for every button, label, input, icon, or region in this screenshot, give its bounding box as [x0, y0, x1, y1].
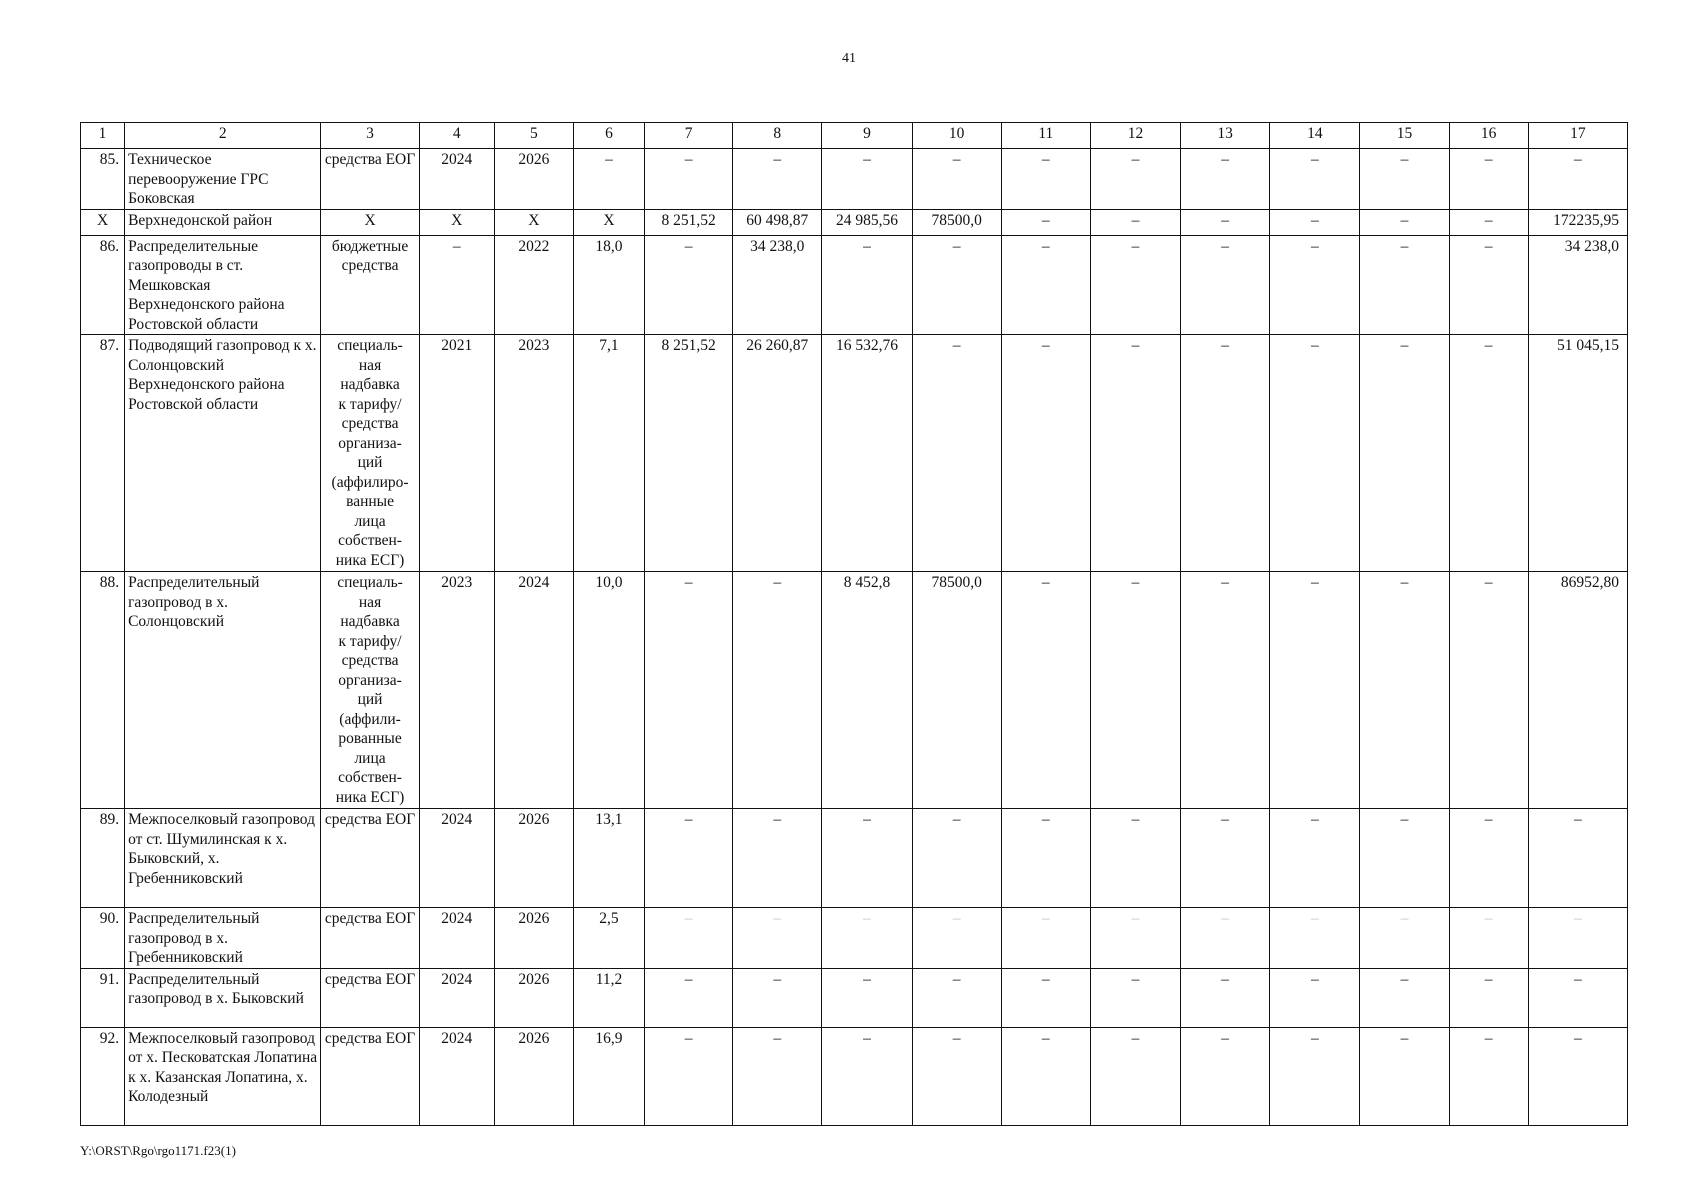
end-year: 2023 [494, 335, 573, 572]
column-number: 11 [1001, 123, 1090, 149]
start-year: 2024 [419, 809, 494, 908]
row-index: 88. [81, 572, 125, 809]
cell-value: 8 251,52 [645, 209, 733, 235]
cell-value: – [1001, 908, 1090, 969]
cell-value: – [1181, 335, 1270, 572]
cell-value: – [1181, 572, 1270, 809]
cell-value: – [645, 908, 733, 969]
column-number: 15 [1360, 123, 1449, 149]
cell-value: 78500,0 [912, 209, 1001, 235]
object-name: Межпоселковый газопровод от ст. Шумилинская к х. Быковский, х. Гребенниковский [125, 809, 321, 908]
investment-program-table [80, 122, 1628, 1126]
table-row [81, 809, 1628, 908]
table-row [81, 235, 1628, 335]
cell-value: – [1090, 235, 1180, 335]
funding-source: средства ЕОГ [321, 908, 419, 969]
object-name: Распределительный газопровод в х. Солонцовский [125, 572, 321, 809]
row-index: 86. [81, 235, 125, 335]
cell-value: – [1181, 1027, 1270, 1125]
row-index: 90. [81, 908, 125, 969]
cell-value: – [822, 968, 912, 1027]
length-value: 16,9 [573, 1027, 644, 1125]
cell-value: – [1270, 908, 1360, 969]
start-year: 2023 [419, 572, 494, 809]
cell-value: – [1090, 572, 1180, 809]
cell-value: – [1270, 1027, 1360, 1125]
row-index: 91. [81, 968, 125, 1027]
column-number: 13 [1181, 123, 1270, 149]
row-index: 85. [81, 149, 125, 210]
cell-value: – [1360, 149, 1449, 210]
table-row [81, 335, 1628, 572]
cell-value: – [912, 968, 1001, 1027]
cell-value: – [912, 149, 1001, 210]
cell-value: – [1360, 209, 1449, 235]
end-year: 2026 [494, 908, 573, 969]
total-value: – [1528, 149, 1627, 210]
start-year: 2024 [419, 1027, 494, 1125]
total-value: – [1528, 809, 1627, 908]
cell-value: – [645, 235, 733, 335]
length-value: Х [573, 209, 644, 235]
end-year: 2024 [494, 572, 573, 809]
cell-value: – [1001, 968, 1090, 1027]
end-year: Х [494, 209, 573, 235]
cell-value: – [733, 908, 822, 969]
cell-value: 8 452,8 [822, 572, 912, 809]
table-row [81, 1027, 1628, 1125]
object-name: Распределительный газопровод в х. Гребенниковский [125, 908, 321, 969]
total-value: 172235,95 [1528, 209, 1627, 235]
funding-source: специаль- ная надбавка к тарифу/ средства организа- ций (аффили- рованные лица собствен- ника ЕСГ) [321, 572, 419, 809]
cell-value: – [1449, 572, 1528, 809]
total-value: – [1528, 968, 1627, 1027]
cell-value: – [1360, 572, 1449, 809]
cell-value: – [1090, 809, 1180, 908]
total-value: 86952,80 [1528, 572, 1627, 809]
object-name: Распределительные газопроводы в ст. Мешковская Верхнедонского района Ростовской области [125, 235, 321, 335]
column-number: 2 [125, 123, 321, 149]
cell-value: – [1090, 908, 1180, 969]
cell-value: – [1360, 235, 1449, 335]
start-year: Х [419, 209, 494, 235]
cell-value: – [1001, 335, 1090, 572]
funding-source: средства ЕОГ [321, 1027, 419, 1125]
cell-value: – [1181, 149, 1270, 210]
cell-value: – [822, 149, 912, 210]
cell-value: – [733, 149, 822, 210]
row-index: 87. [81, 335, 125, 572]
funding-source: бюджетные средства [321, 235, 419, 335]
cell-value: – [1270, 572, 1360, 809]
start-year: 2024 [419, 968, 494, 1027]
length-value: 7,1 [573, 335, 644, 572]
cell-value: – [822, 1027, 912, 1125]
cell-value: – [1270, 335, 1360, 572]
column-number: 17 [1528, 123, 1627, 149]
column-number-row [81, 123, 1628, 149]
table-row [81, 149, 1628, 210]
start-year: 2024 [419, 908, 494, 969]
column-number: 8 [733, 123, 822, 149]
length-value: 18,0 [573, 235, 644, 335]
cell-value: – [645, 149, 733, 210]
length-value: 10,0 [573, 572, 644, 809]
funding-source: средства ЕОГ [321, 968, 419, 1027]
cell-value: – [1360, 908, 1449, 969]
end-year: 2026 [494, 149, 573, 210]
cell-value: – [1001, 209, 1090, 235]
cell-value: – [1001, 572, 1090, 809]
length-value: 13,1 [573, 809, 644, 908]
cell-value: – [733, 1027, 822, 1125]
cell-value: 16 532,76 [822, 335, 912, 572]
end-year: 2026 [494, 968, 573, 1027]
funding-source: средства ЕОГ [321, 809, 419, 908]
cell-value: – [822, 809, 912, 908]
total-value: – [1528, 908, 1627, 969]
cell-value: – [1360, 809, 1449, 908]
cell-value: – [1001, 149, 1090, 210]
cell-value: 8 251,52 [645, 335, 733, 572]
cell-value: – [1360, 1027, 1449, 1125]
cell-value: – [822, 908, 912, 969]
cell-value: – [1449, 809, 1528, 908]
funding-source: Х [321, 209, 419, 235]
district-total-row [81, 209, 1628, 235]
cell-value: – [1449, 1027, 1528, 1125]
end-year: 2022 [494, 235, 573, 335]
cell-value: – [1270, 809, 1360, 908]
column-number: 5 [494, 123, 573, 149]
column-number: 3 [321, 123, 419, 149]
cell-value: – [1090, 1027, 1180, 1125]
table-row [81, 572, 1628, 809]
cell-value: – [1449, 335, 1528, 572]
total-value: 34 238,0 [1528, 235, 1627, 335]
cell-value: 24 985,56 [822, 209, 912, 235]
column-number: 4 [419, 123, 494, 149]
object-name: Техническое перевооружение ГРС Боковская [125, 149, 321, 210]
cell-value: – [1090, 209, 1180, 235]
column-number: 14 [1270, 123, 1360, 149]
table-row [81, 908, 1628, 969]
length-value: 11,2 [573, 968, 644, 1027]
object-name: Распределительный газопровод в х. Быковский [125, 968, 321, 1027]
cell-value: 34 238,0 [733, 235, 822, 335]
column-number: 7 [645, 123, 733, 149]
cell-value: – [1181, 809, 1270, 908]
page-number: 41 [842, 51, 856, 66]
cell-value: – [822, 235, 912, 335]
cell-value: – [1270, 149, 1360, 210]
total-value: 51 045,15 [1528, 335, 1627, 572]
cell-value: – [1001, 1027, 1090, 1125]
cell-value: – [1181, 908, 1270, 969]
cell-value: 26 260,87 [733, 335, 822, 572]
cell-value: – [912, 809, 1001, 908]
cell-value: – [1181, 235, 1270, 335]
cell-value: – [733, 968, 822, 1027]
funding-source: средства ЕОГ [321, 149, 419, 210]
end-year: 2026 [494, 809, 573, 908]
cell-value: – [645, 1027, 733, 1125]
district-name: Верхнедонской район [125, 209, 321, 235]
column-number: 6 [573, 123, 644, 149]
start-year: – [419, 235, 494, 335]
object-name: Подводящий газопровод к х. Солонцовский Верхнедонского района Ростовской области [125, 335, 321, 572]
cell-value: – [912, 1027, 1001, 1125]
cell-value: – [1270, 235, 1360, 335]
cell-value: – [1181, 209, 1270, 235]
cell-value: – [1270, 209, 1360, 235]
row-index: Х [81, 209, 125, 235]
cell-value: – [1181, 968, 1270, 1027]
end-year: 2026 [494, 1027, 573, 1125]
cell-value: – [1449, 968, 1528, 1027]
cell-value: – [1090, 335, 1180, 572]
cell-value: – [1360, 968, 1449, 1027]
cell-value: – [1360, 335, 1449, 572]
cell-value: – [733, 809, 822, 908]
start-year: 2021 [419, 335, 494, 572]
footer-file-path: Y:\ORST\Rgo\rgo1171.f23(1) [80, 1143, 236, 1158]
column-number: 16 [1449, 123, 1528, 149]
cell-value: – [1001, 809, 1090, 908]
cell-value: – [1090, 149, 1180, 210]
cell-value: – [1090, 968, 1180, 1027]
row-index: 92. [81, 1027, 125, 1125]
cell-value: – [912, 335, 1001, 572]
cell-value: 60 498,87 [733, 209, 822, 235]
funding-source: специаль- ная надбавка к тарифу/ средства организа- ций (аффилиро- ванные лица собствен- ника ЕСГ) [321, 335, 419, 572]
row-index: 89. [81, 809, 125, 908]
cell-value: – [912, 235, 1001, 335]
cell-value: – [1001, 235, 1090, 335]
cell-value: – [645, 809, 733, 908]
column-number: 12 [1090, 123, 1180, 149]
total-value: – [1528, 1027, 1627, 1125]
column-number: 10 [912, 123, 1001, 149]
cell-value: – [1449, 908, 1528, 969]
column-number: 1 [81, 123, 125, 149]
cell-value: – [1449, 235, 1528, 335]
cell-value: – [645, 572, 733, 809]
object-name: Межпоселковый газопровод от х. Песковатская Лопатина к х. Казанская Лопатина, х. Колодезный [125, 1027, 321, 1125]
length-value: 2,5 [573, 908, 644, 969]
column-number: 9 [822, 123, 912, 149]
start-year: 2024 [419, 149, 494, 210]
table-row [81, 968, 1628, 1027]
cell-value: – [1449, 209, 1528, 235]
cell-value: 78500,0 [912, 572, 1001, 809]
length-value: – [573, 149, 644, 210]
cell-value: – [645, 968, 733, 1027]
cell-value: – [733, 572, 822, 809]
cell-value: – [1449, 149, 1528, 210]
cell-value: – [1270, 968, 1360, 1027]
cell-value: – [912, 908, 1001, 969]
